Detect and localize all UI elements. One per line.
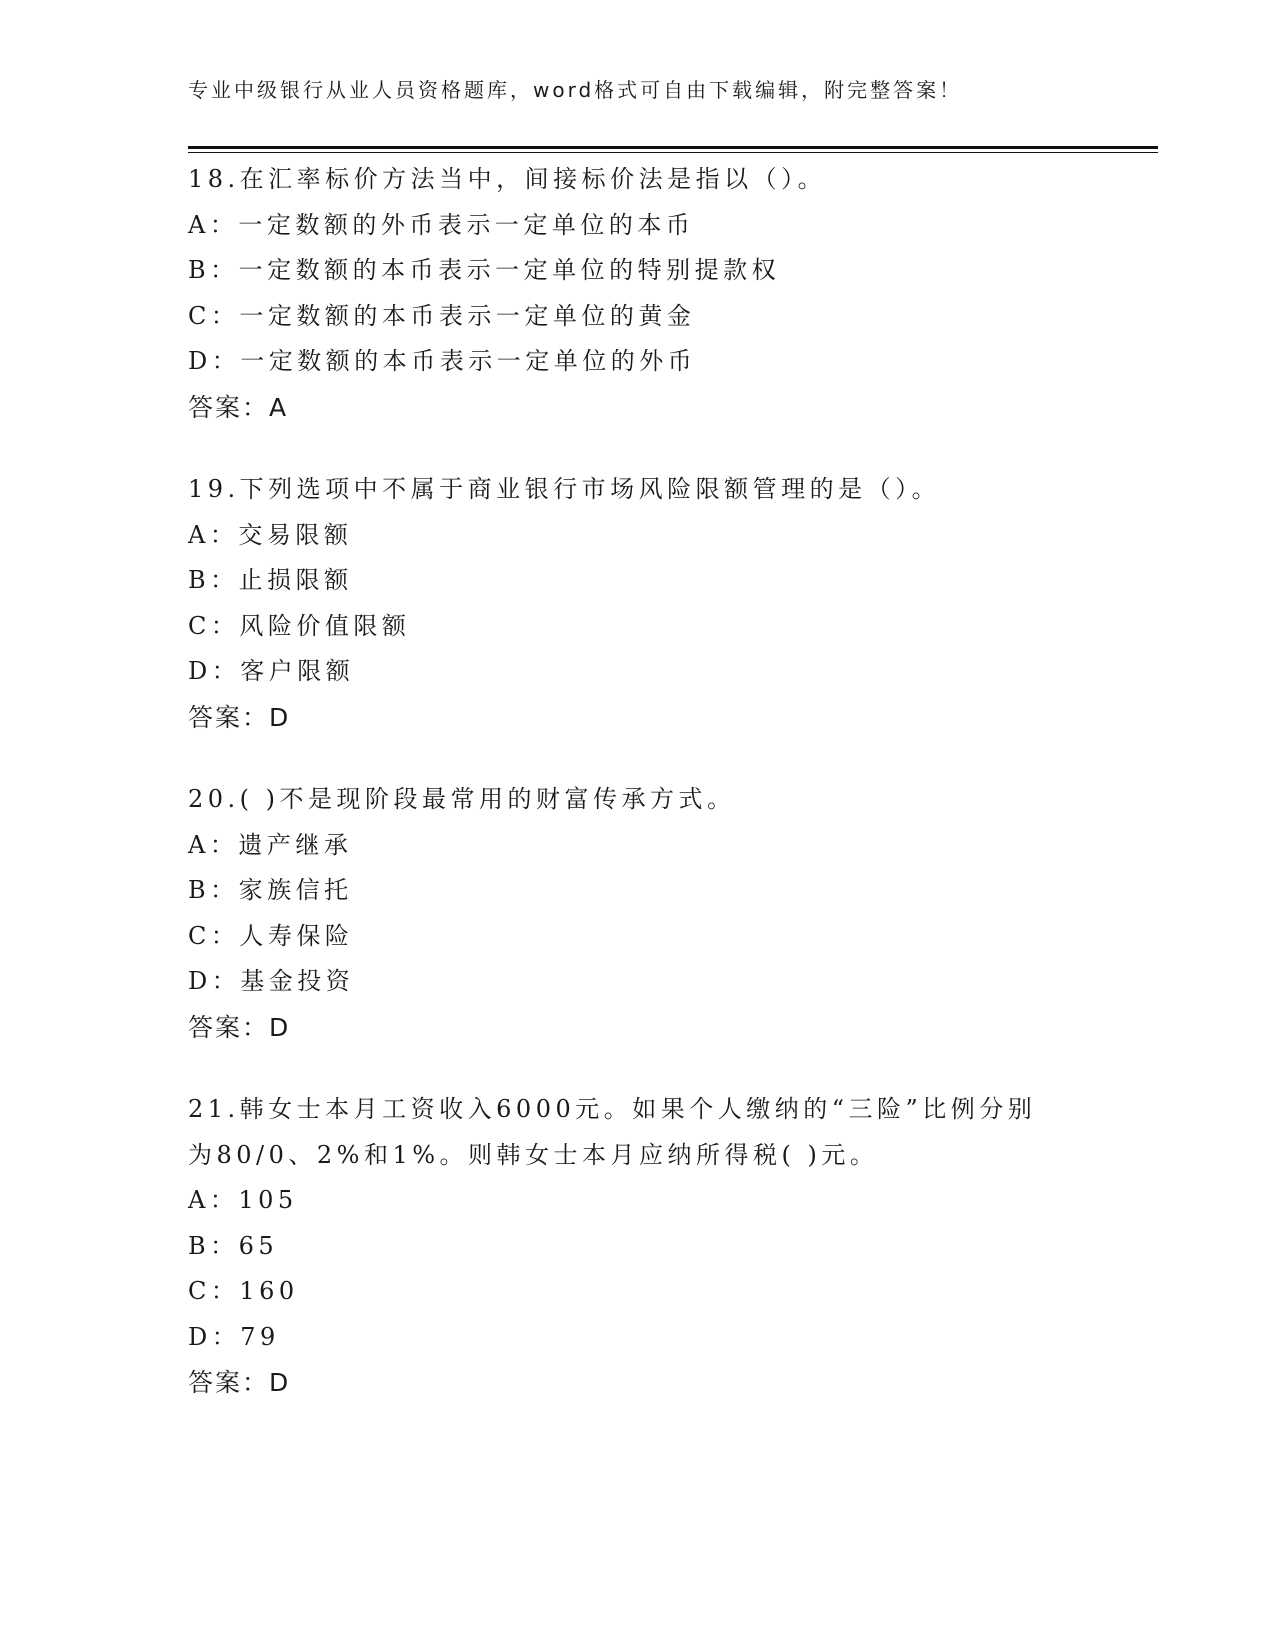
- question-21: [188, 1087, 1148, 1406]
- page-header: 专业中级银行从业人员资格题库，word格式可自由下载编辑，附完整答案！: [188, 78, 963, 102]
- question-stem: 18.在汇率标价方法当中，间接标价法是指以（）。: [188, 165, 827, 193]
- option-a: A：遗产继承: [188, 830, 353, 859]
- question-list: [188, 157, 1148, 1443]
- answer-line: 答案：D: [188, 1012, 291, 1042]
- question-20: [188, 777, 1148, 1050]
- question-stem: 21.韩女士本月工资收入6000元。如果个人缴纳的“三险”比例分别: [188, 1095, 1037, 1123]
- question-18: [188, 157, 1148, 430]
- option-a: A：交易限额: [188, 520, 353, 549]
- option-c: C：一定数额的本币表示一定单位的黄金: [188, 301, 696, 330]
- option-a: A：105: [188, 1186, 298, 1214]
- option-b: B：65: [188, 1231, 279, 1260]
- option-d: D：基金投资: [188, 967, 355, 995]
- option-d: D：客户限额: [188, 657, 355, 685]
- option-b: B：家族信托: [188, 876, 353, 904]
- option-d: D：一定数额的本币表示一定单位的外币: [188, 347, 697, 375]
- option-d: D：79: [188, 1322, 280, 1351]
- question-stem-continued: 为80/0、2%和1%。则韩女士本月应纳所得税( )元。: [188, 1140, 879, 1169]
- question-stem: 19.下列选项中不属于商业银行市场风险限额管理的是（）。: [188, 475, 941, 503]
- header-rule-thick: [188, 146, 1158, 149]
- option-c: C：风险价值限额: [188, 611, 411, 640]
- option-b: B：一定数额的本币表示一定单位的特别提款权: [188, 256, 781, 284]
- option-a: A：一定数额的外币表示一定单位的本币: [188, 210, 695, 239]
- header-rule-thin: [188, 152, 1158, 153]
- answer-line: 答案：A: [188, 392, 289, 422]
- option-c: C：人寿保险: [188, 921, 354, 950]
- answer-line: 答案：D: [188, 702, 291, 732]
- answer-line: 答案：D: [188, 1368, 291, 1397]
- question-stem: 20.( )不是现阶段最常用的财富传承方式。: [188, 785, 736, 813]
- question-19: [188, 467, 1148, 740]
- option-b: B：止损限额: [188, 566, 353, 594]
- option-c: C：160: [188, 1277, 299, 1305]
